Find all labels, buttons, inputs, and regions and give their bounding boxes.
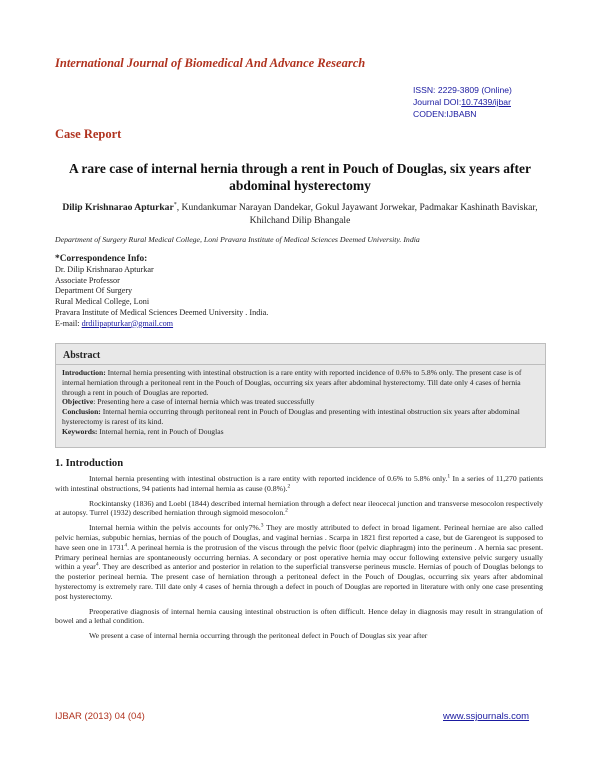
citation: 1 <box>447 473 451 480</box>
paragraph-text: Internal hernia presenting with intestinal obstruction is a rare entity with reported incidence of 0.6% to 5.8% only. <box>89 474 448 483</box>
paragraph <box>55 607 543 627</box>
correspondence-heading: *Correspondence Info: <box>55 254 148 264</box>
footer-citation: IJBAR (2013) 04 (04) <box>55 711 145 722</box>
doi-link[interactable]: 10.7439/ijbar <box>461 97 511 107</box>
citation: 2 <box>287 483 291 490</box>
paragraph-text: We present a case of internal hernia occurring through the peritoneal defect in Pouch of Douglas six year after <box>89 631 428 641</box>
abstract-keywords <box>62 427 539 437</box>
author-list <box>55 199 545 227</box>
corresponding-author: Dilip Krishnarao Apturkar <box>62 202 174 214</box>
paragraph-text: In a series of 11,270 patients with intestinal obstructions, 94 patients had internal hernia as cause (0.8%). <box>55 474 543 493</box>
doi <box>413 96 512 108</box>
affiliation: Department of Surgery Rural Medical College, Loni Pravara Institute of Medical Sciences Deemed University. India <box>55 235 420 244</box>
paragraph-text: Internal hernia within the pelvis accounts for only7%. <box>89 523 261 533</box>
correspondence-line: Rural Medical College, Loni <box>55 297 150 307</box>
paragraph-text: . A perineal hernia is the protrusion of the viscus through the pelvic floor (pelvic diaphragm) into the perineum . A hernia sac present. Primary perineal hernias are spontaneously occurring hernias. A secondary or post operative hernia may occur following extensive pelvic surgery usually within a year <box>55 542 543 572</box>
article-type: Case Report <box>55 127 122 141</box>
introduction-body <box>55 474 543 646</box>
paragraph <box>55 474 543 494</box>
citation: 2 <box>285 507 288 514</box>
conclusion-label: Conclusion: <box>62 407 101 417</box>
objective-label: Objective <box>62 397 94 407</box>
correspondence-line: Pravara Institute of Medical Sciences Deemed University . India. <box>55 307 269 317</box>
abstract-divider <box>56 364 545 365</box>
abstract-heading: Abstract <box>63 350 101 361</box>
co-authors: , Kundankumar Narayan Dandekar, Gokul Jayawant Jorwekar, Padmakar Kashinath Baviskar, Khilchand Dilip Bhangale <box>176 202 538 227</box>
paragraph <box>55 523 543 601</box>
abstract-conclusion <box>62 407 539 427</box>
keywords-text: Internal hernia, rent in Pouch of Douglas <box>97 426 224 436</box>
citation: 4 <box>95 561 99 568</box>
paragraph-text: . They are described as anterior and posterior in relation to the superficial transverse perineus muscle. Hernias of pouch of Douglas belongs to the posterior perineal hernia. The present case of herniation through a peritoneal defect in the Pouch of Douglas, occurring six years after abdominal hysterectomy is extremely rare. Till date only 4 cases of hernia through a defect in pouch of Douglas are reported in literature with only one case presenting post hysterectomy. <box>55 562 543 601</box>
abstract-introduction <box>62 368 539 397</box>
abstract-objective <box>62 397 539 407</box>
correspondence-line: Dr. Dilip Krishnarao Apturkar <box>55 265 154 274</box>
corresponding-mark: * <box>173 202 177 208</box>
correspondence-email <box>55 319 268 330</box>
article-title: A rare case of internal hernia through a rent in Pouch of Douglas, six years after abdominal hysterectomy <box>69 161 531 193</box>
paragraph <box>55 499 543 519</box>
paragraph-text: They are mostly attributed to defect in broad ligament. Perineal herniae are also called pelvic hernias, subpubic hernias, hernias of the pouch of Douglas, and vaginal hernias . Scarpa in 1821 first reported a case, but de Garengeot is supposed to have seen one in 1731 <box>55 523 543 552</box>
intro-text: Internal hernia presenting with intestinal obstruction is a rare entity with reported incidence of 0.6% to 5.8% only. The present case is of internal herniation through a peritoneal rent in the Pouch of Douglas, occurring six years after abdominal hysterectomy. Till date only 4 cases of hernia through a rent in pouch of Douglas are reported. <box>62 368 522 397</box>
intro-label: Introduction: <box>62 368 106 377</box>
paragraph <box>55 631 543 641</box>
section-heading: 1. Introduction <box>55 458 124 469</box>
paragraph-text: Rockintansky (1836) and Loebl (1844) described internal herniation through a defect near ileocecal junction and transverse mesocolon respectively at autopsy. Turrel (1932) described herniation through sigmoid mesocolon. <box>55 498 543 518</box>
email-label: E-mail: <box>55 318 82 328</box>
keywords-label: Keywords: <box>62 426 98 436</box>
correspondence-line: Associate Professor <box>55 275 120 285</box>
correspondence-line: Department Of Surgery <box>55 286 133 296</box>
citation: 3 <box>260 522 264 529</box>
journal-name: International Journal of Biomedical And Advance Research <box>55 56 366 70</box>
objective-text: : Presenting here a case of internal hernia which was treated successfully <box>93 397 315 407</box>
footer-website-link[interactable]: www.ssjournals.com <box>443 711 530 722</box>
journal-meta <box>413 84 512 120</box>
issn: ISSN: 2229-3809 (Online) <box>413 85 512 95</box>
coden: CODEN:IJBABN <box>413 109 477 119</box>
abstract-box <box>55 343 546 448</box>
doi-label: Journal DOI: <box>413 97 462 107</box>
abstract-body <box>62 368 539 437</box>
paragraph-text: Preoperative diagnosis of internal hernia causing intestinal obstruction is often difficult. Hence delay in diagnosis may result in strangulation of bowel and a lethal condition. <box>55 606 543 626</box>
conclusion-text: Internal hernia occurring through peritoneal rent in Pouch of Douglas and presenting with intestinal obstruction six years after abdominal hysterectomy is rarest of its kind. <box>62 407 520 426</box>
email-link[interactable]: drdilipapturkar@gmail.com <box>81 318 174 328</box>
citation: 4 <box>124 542 128 549</box>
correspondence-info <box>55 253 268 329</box>
